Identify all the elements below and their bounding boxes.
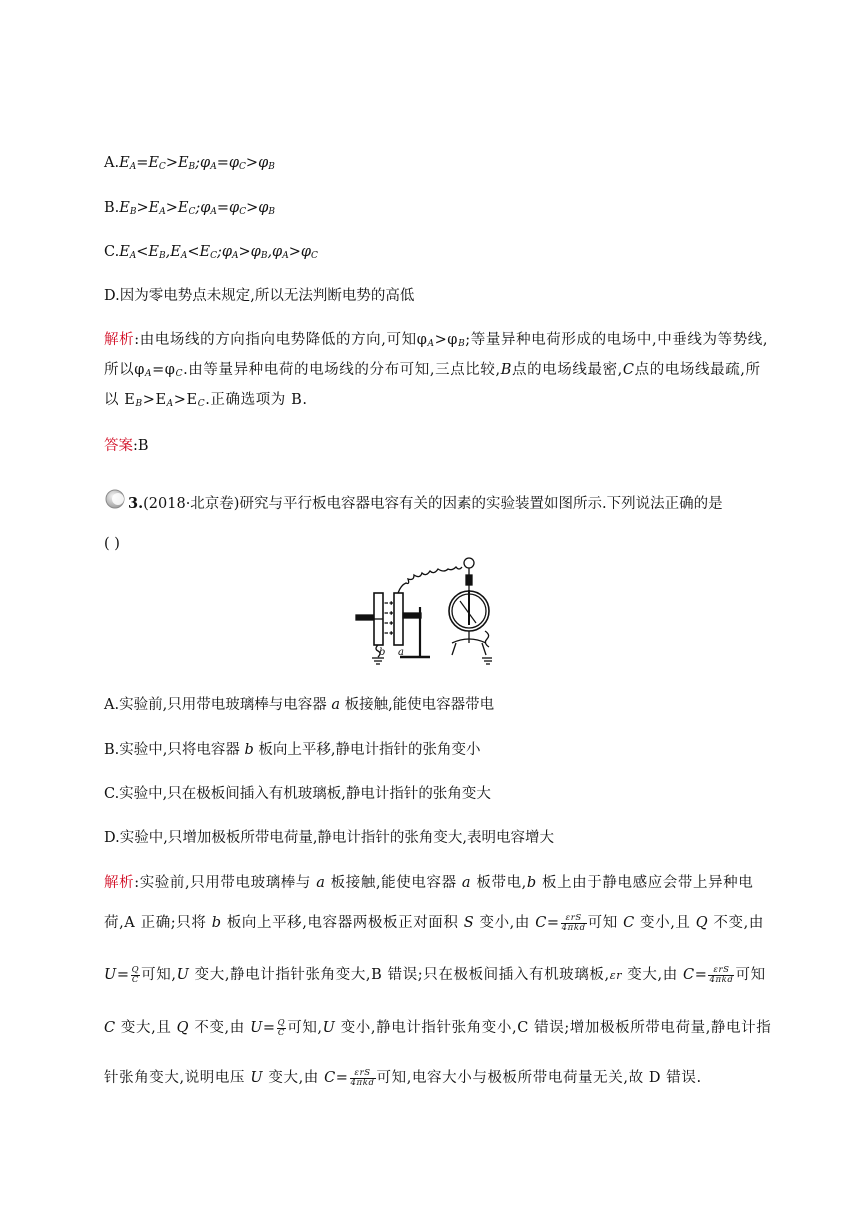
q3-option-b: B.实验中,只将电容器 b 板向上平移,静电计指针的张角变小 [104, 742, 481, 758]
voltage-fraction: $\frac{Q}{C}$ [131, 964, 140, 985]
q3-number: 3. [128, 495, 144, 512]
q3-analysis-line-5: 针张角变大,说明电压 U 变大,由 C= $\frac{\text{εrS}}{\text{4πkd}}$ 可知,电容大小与极板所带电荷量无关,故 D 错误. [104, 1067, 702, 1088]
q2-analysis-line-3: 以 $E_B>E_A>E_C$.正确选项为 B. [104, 392, 308, 409]
q3-analysis-line-2: 荷,A 正确;只将 b 板向上平移,电容器两极板正对面积 S 变小,由 C= $\frac{\text{εrS}}{\text{4πkd}}$ 可知 C 变小,且 Q 不变,由 [104, 912, 764, 933]
figure-label-a: a [398, 647, 404, 658]
q3-analysis-line-3: U= $\frac{Q}{C}$ 可知,U 变大,静电计指针张角变大,B 错误;只在极板间插入有机玻璃板,εr 变大,由 C= $\frac{\text{εrS}}{\text{4πkd}}$ 可知 [104, 964, 766, 985]
analysis-label: 解析 [104, 332, 135, 348]
q3-blank: ( ) [104, 536, 120, 552]
q2-option-b: $B.E_B>E_A>E_C;\varphi_A=\varphi_C>\varphi_B$ [104, 200, 276, 217]
q3-stem: 3.(2018·北京卷)研究与平行板电容器电容有关的因素的实验装置如图所示.下列说法正确的是 [128, 495, 723, 512]
q3-option-d: D.实验中,只增加极板所带电荷量,静电计指针的张角变大,表明电容增大 [104, 830, 555, 846]
q2-option-d: D.因为零电势点未规定,所以无法判断电势的高低 [104, 288, 415, 304]
capacitor-electrometer-figure [352, 545, 492, 673]
voltage-fraction: $\frac{Q}{C}$ [277, 1017, 286, 1038]
q2-option-c: $C.E_A<E_B,E_A<E_C;\varphi_A>\varphi_B,\varphi_A>\varphi_C$ [104, 244, 318, 261]
q2-option-a: $A.E_A=E_C>E_B;\varphi_A=\varphi_C>\varphi_B$ [104, 155, 275, 172]
capacitance-fraction: $\frac{\text{εrS}}{\text{4πkd}}$ [709, 964, 734, 985]
figure-label-b: b [379, 647, 386, 658]
q3-analysis-line-4: C 变大,且 Q 不变,由 U= $\frac{Q}{C}$ 可知,U 变小,静电计指针张角变小,C 错误;增加极板所带电荷量,静电计指 [104, 1017, 772, 1038]
q2-answer: 答案:B [104, 438, 149, 454]
q3-option-a: A.实验前,只用带电玻璃棒与电容器 a 板接触,能使电容器带电 [104, 697, 495, 713]
q2-analysis-line-1: 解析:由电场线的方向指向电势降低的方向,可知$\varphi_A>\varphi_B$;等量异种电荷形成的电场中,中垂线为等势线, [104, 332, 769, 349]
q3-option-c: C.实验中,只在极板间插入有机玻璃板,静电计指针的张角变大 [104, 786, 491, 802]
question-marker-icon [104, 488, 126, 510]
analysis-label: 解析 [104, 875, 135, 891]
capacitance-fraction: $\frac{\text{εrS}}{\text{4πkd}}$ [350, 1067, 375, 1088]
q2-analysis-line-2: 所以$\varphi_A=\varphi_C$.由等量异种电荷的电场线的分布可知,三点比较,B点的电场线最密,C点的电场线最疏,所 [104, 362, 761, 379]
q3-analysis-line-1: 解析:实验前,只用带电玻璃棒与 a 板接触,能使电容器 a 板带电,b 板上由于静电感应会带上异种电 [104, 875, 754, 891]
answer-label: 答案 [104, 438, 133, 454]
capacitance-fraction: $\frac{\text{εrS}}{\text{4πkd}}$ [561, 912, 586, 933]
